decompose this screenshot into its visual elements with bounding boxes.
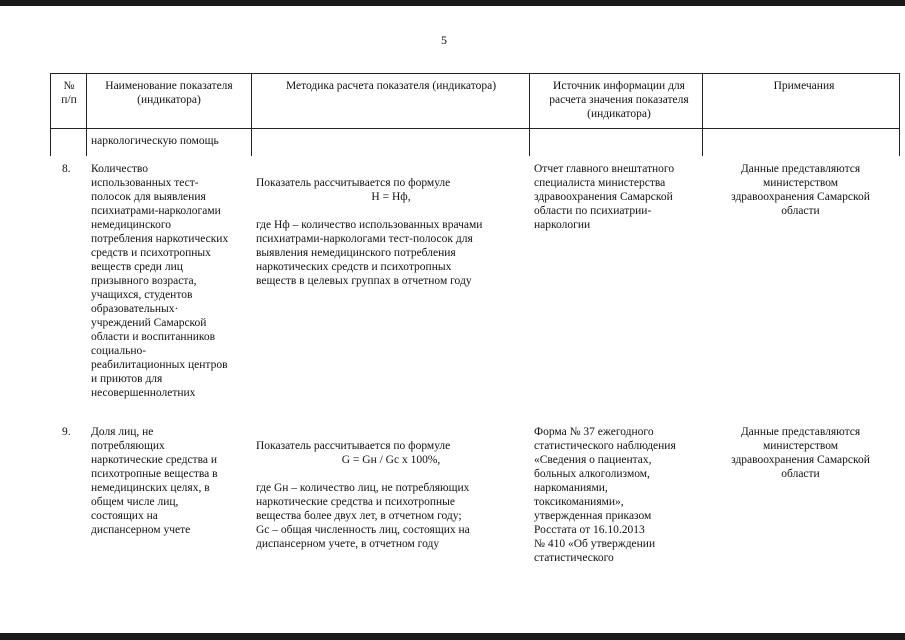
- page-number: 5: [441, 33, 447, 47]
- row-8-method-body: где Нф – количество использованных врачами психиатрами-наркологами тест-полосок для выявления немедицинского потребления наркотических средств и психотропных веществ в целевых группах в отчетном году: [256, 219, 483, 287]
- row-8-source: Отчет главного внештатного специалиста министерства здравоохранения Самарской области по психиатрии- наркологии: [534, 163, 675, 231]
- row-9-source: Форма № 37 ежегодного статистического наблюдения «Сведения о пациентах, больных алкоголизмом, наркоманиями, токсикоманиями», утвержденная приказом Росстата от 16.10.2013 № 410 «Об утверждении статистического: [534, 426, 676, 564]
- table-header-row: [50, 73, 900, 129]
- row-9-notes: Данные представляются министерством здравоохранения Самарской области: [731, 426, 870, 480]
- row-8-name: Количество использованных тест- полосок для выявления психиатрами-наркологами немедицинского потребления наркотических средств и психотропных веществ среди лиц призывного возраста, учащихся, студентов образовательных· учреждений Самарской области и воспитанников социально- реабилитационных центров и приютов для несовершеннолетних: [91, 163, 229, 399]
- header-source: Источник информации для расчета значения показателя (индикатора): [549, 80, 689, 120]
- row-9-method: [256, 425, 526, 551]
- table-border-left: [50, 73, 51, 156]
- row-9-name: Доля лиц, не потребляющих наркотические средства и психотропные вещества в немедицинских целях, в общем числе лиц, состоящих на диспансерном учете: [91, 426, 218, 536]
- row-8-method-intro: Показатель рассчитывается по формуле: [256, 177, 451, 189]
- table-divider-3: [529, 73, 530, 156]
- row-8-formula: Н = Нф,: [371, 191, 411, 203]
- row-8-num: 8.: [62, 163, 71, 175]
- header-name: Наименование показателя (индикатора): [105, 80, 233, 106]
- row-9-method-intro: Показатель рассчитывается по формуле: [256, 440, 451, 452]
- table-divider-4: [702, 73, 703, 156]
- continuation-text: наркологическую помощь: [91, 135, 219, 147]
- header-num: № п/п: [61, 80, 77, 106]
- bottom-scan-border: [0, 633, 905, 640]
- row-8-method: [256, 162, 526, 288]
- table-divider-1: [86, 73, 87, 156]
- table-divider-2: [251, 73, 252, 156]
- row-9-num: 9.: [62, 426, 71, 438]
- row-9-formula: G = Gн / Gс х 100%,: [341, 454, 441, 466]
- table-border-right: [899, 73, 900, 156]
- header-method: Методика расчета показателя (индикатора): [285, 80, 497, 92]
- row-9-method-body: где Gн – количество лиц, не потребляющих наркотические средства и психотропные вещества более двух лет, в отчетном году; Gс – общая численность лиц, состоящих на диспансерном учете, в отчетном году: [256, 482, 470, 550]
- top-scan-border: [0, 0, 905, 6]
- header-notes: Примечания: [773, 80, 835, 92]
- row-8-notes: Данные представляются министерством здравоохранения Самарской области: [731, 163, 870, 217]
